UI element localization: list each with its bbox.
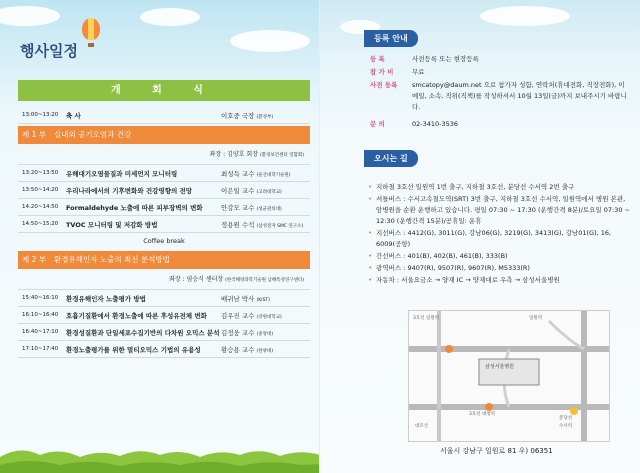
list-item: • 간선버스 : 401(B), 402(B), 461(B), 333(B) — [368, 252, 508, 260]
session1-chair: 좌장 : 김양호 회장 (환경보건센터 연합회) — [18, 146, 310, 165]
directions-list — [368, 182, 633, 287]
balloon-basket-icon — [88, 43, 94, 47]
map-label: 분당선 — [559, 416, 573, 421]
list-item: • 자동차 : 서울요금소 → 양재 IC → 양재대로 우측 → 삼성서울병원 — [368, 276, 560, 284]
session2-header — [18, 251, 310, 269]
page-title: 행사일정 — [20, 42, 78, 60]
registration-heading: 등록 안내 — [364, 30, 418, 47]
row-speaker: 이호중 국장 (환경부) — [221, 112, 274, 120]
map-drawing — [409, 311, 609, 441]
map-hospital-label: 삼성서울병원 — [485, 364, 514, 370]
session-title: 환경유해인자 노출의 최신 분석방법 — [54, 255, 170, 264]
table-row: 13:50~14:20 우리나라에서의 기후변화와 건강영향의 전망 이은일 교수 (고려대학교) — [18, 182, 310, 199]
list-item: • 광역버스 : 9407(R), 9507(R), 9607(R), M5333(R) — [368, 264, 530, 272]
map-label: 대모산 — [415, 424, 429, 429]
map-label: 3호선 일원역 — [413, 316, 440, 321]
map-label: 일원역 — [529, 316, 543, 321]
map-label: 수서역 — [559, 424, 573, 429]
location-map — [408, 310, 610, 442]
schedule-table — [18, 80, 310, 358]
directions-heading: 오시는 길 — [364, 150, 418, 167]
map-label: 3호선 대청역 — [469, 412, 496, 417]
registration-row: 문 의 02-3410-3536 — [370, 120, 459, 128]
list-item: • 셔틀버스 : 수서고속철도역(SRT) 3번 출구, 지하철 3호선 수서역, 일원역에서 병원 본관, 암병원을 순환 운행하고 있습니다. 평일 07:30 ~ 17:30 (운행간격 8분)/토요일 07:30 ~ 12:30 (운행간격 15분)/공휴일: 운휴 — [368, 195, 630, 225]
grass-decoration — [0, 445, 320, 473]
table-row: 17:10~17:40 환경노출평가를 위한 멀티오믹스 기법의 유용성 황승용 교수 (한양대) — [18, 341, 310, 358]
row-time: 13:00~13:20 — [22, 112, 59, 118]
address: 서울시 강남구 일원로 81 우) 06351 — [440, 447, 553, 455]
session1-header — [18, 126, 310, 144]
registration-row: 참 가 비 무료 — [370, 68, 425, 76]
list-item: • 지하철 3호선 일원역 1번 출구, 지하철 3호선, 분당선 수서역 2번 출구 — [368, 183, 575, 191]
table-row: 16:40~17:10 환경성질환과 단일세포수집기반의 다차원 오믹스 분석 김정웅 교수 (중앙대) — [18, 324, 310, 341]
registration-row: 등 록 사전등록 또는 현장등록 — [370, 55, 479, 63]
list-item: • 지선버스 : 4412(G), 3011(G), 강남06(G), 3219(G), 3413(G), 강남01(G), 16, 6009(공항) — [368, 229, 612, 248]
row-program: 축 사 — [66, 112, 81, 120]
hot-air-balloon-icon — [82, 18, 100, 40]
session-number: 제 1 부 — [22, 130, 47, 139]
session-number: 제 2 부 — [22, 255, 47, 264]
opening-row — [18, 107, 310, 124]
table-row: 16:10~16:40 호흡기질환에서 환경노출에 따른 후성유전체 변화 김우진 교수 (강원대학교) — [18, 307, 310, 324]
table-row: 14:20~14:50 Formaldehyde 노출에 따른 피부장벽의 변화 안강모 교수 (성균관의대) — [18, 199, 310, 216]
table-row: 13:20~13:50 유해대기오염물질과 미세먼지 모니터링 최성득 교수 (울산대학기술원) — [18, 165, 310, 182]
registration-row: 사전 등록 smcatopy@daum.net 으로 참가자 성함, 연락처(휴대전화, 직장전화), 이메일, 소속, 직위(직책)를 작성하셔서 10월 13일(금)까지 보내주시기 바랍니다. — [370, 81, 627, 111]
registration-info — [370, 53, 632, 131]
table-header: 개 회 식 — [18, 80, 310, 101]
session2-chair: 좌장 : 염승식 센터장 (한국해양과학기술원 남해특성연구센터) — [18, 271, 310, 290]
session-title: 실내외 공기오염과 건강 — [54, 130, 132, 139]
table-row: 14:50~15:20 TVOC 모니터링 및 저감화 방법 정용원 수석 (삼성전자 SMC 연구소) — [18, 216, 310, 233]
table-row: 15:40~16:10 환경유해인자 노출평가 방법 배귀남 박사 (KIST) — [18, 290, 310, 307]
coffee-break: Coffee break — [143, 237, 185, 245]
